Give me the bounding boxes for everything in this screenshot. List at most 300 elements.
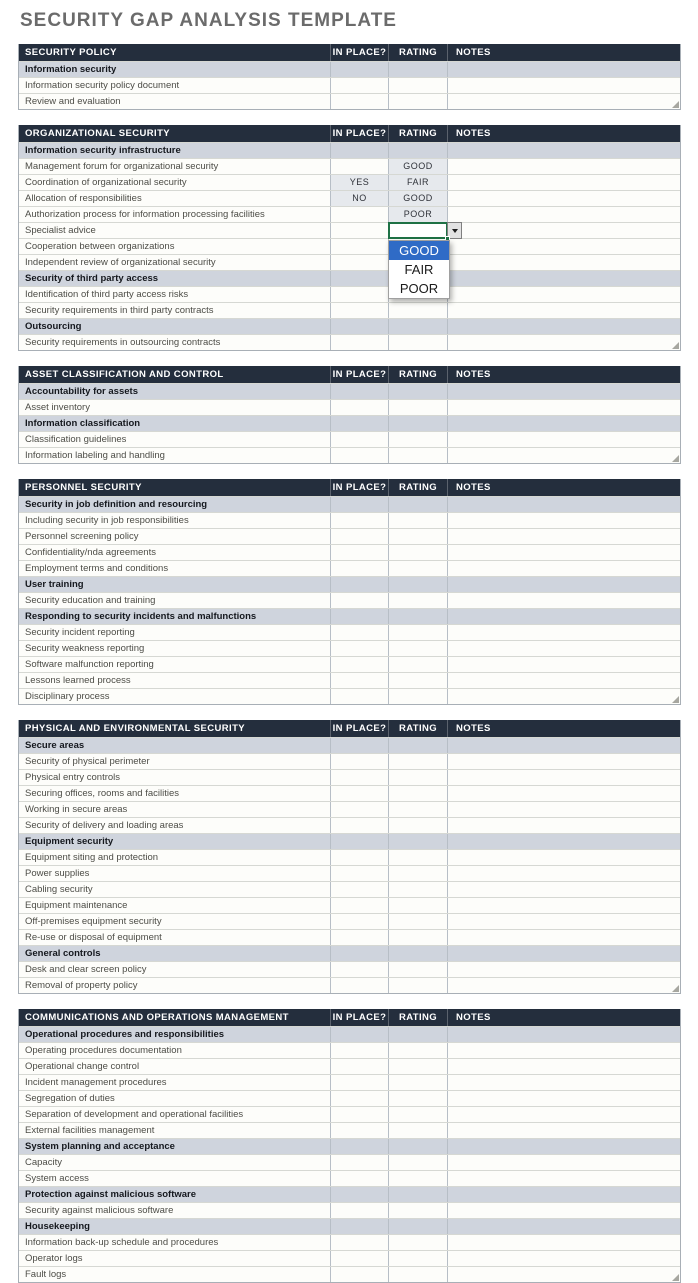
rating-cell[interactable] [388, 94, 447, 109]
rating-cell[interactable]: FAIR [388, 175, 447, 190]
notes-cell[interactable] [447, 529, 680, 544]
in-place-cell[interactable] [330, 1027, 388, 1042]
rating-cell[interactable] [388, 818, 447, 833]
notes-cell[interactable] [447, 1267, 680, 1282]
rating-cell[interactable] [388, 384, 447, 399]
in-place-cell[interactable] [330, 738, 388, 753]
item-label-cell[interactable]: Security weakness reporting [25, 643, 145, 654]
notes-cell[interactable] [447, 1251, 680, 1266]
section-label-cell[interactable]: Responding to security incidents and malfunctions [19, 609, 330, 624]
item-label-cell[interactable]: Independent review of organizational security [25, 257, 216, 268]
notes-cell[interactable] [447, 513, 680, 528]
notes-cell[interactable] [447, 335, 680, 350]
notes-cell[interactable] [447, 1171, 680, 1186]
notes-cell[interactable] [447, 1075, 680, 1090]
rating-cell[interactable] [388, 1219, 447, 1234]
in-place-cell[interactable] [330, 497, 388, 512]
dropdown-option-good[interactable]: GOOD [389, 241, 449, 260]
in-place-cell[interactable] [330, 561, 388, 576]
rating-cell[interactable] [388, 946, 447, 961]
notes-cell[interactable] [447, 738, 680, 753]
item-label-cell[interactable]: Information labeling and handling [25, 450, 165, 461]
item-label-cell[interactable]: Cooperation between organizations [25, 241, 175, 252]
notes-cell[interactable] [447, 207, 680, 222]
notes-cell[interactable] [447, 271, 680, 286]
item-label-cell[interactable]: Operator logs [25, 1253, 83, 1264]
notes-cell[interactable] [447, 898, 680, 913]
rating-cell[interactable] [388, 657, 447, 672]
table-header-row [19, 44, 680, 61]
in-place-cell[interactable] [330, 930, 388, 945]
item-label-cell[interactable]: Including security in job responsibilities [25, 515, 189, 526]
item-label-cell[interactable]: System access [25, 1173, 89, 1184]
notes-cell[interactable] [447, 1219, 680, 1234]
item-label-cell[interactable]: Equipment maintenance [25, 900, 128, 911]
rating-cell[interactable] [388, 319, 447, 334]
item-label-cell[interactable]: Removal of property policy [25, 980, 138, 991]
item-label-cell[interactable]: Employment terms and conditions [25, 563, 169, 574]
item-label-cell[interactable]: Security education and training [25, 595, 156, 606]
section-label-cell[interactable]: Equipment security [19, 834, 330, 849]
item-label-cell[interactable]: Security incident reporting [25, 627, 135, 638]
item-label-cell[interactable]: Management forum for organizational security [25, 161, 219, 172]
item-label-cell[interactable]: Personnel screening policy [25, 531, 139, 542]
in-place-cell[interactable] [330, 593, 388, 608]
item-row [19, 544, 680, 560]
item-label-cell[interactable]: Information back-up schedule and procedures [25, 1237, 219, 1248]
rating-cell[interactable] [388, 930, 447, 945]
notes-cell[interactable] [447, 1203, 680, 1218]
rating-cell[interactable]: GOOD [388, 159, 447, 174]
notes-cell[interactable] [447, 866, 680, 881]
in-place-cell[interactable] [330, 303, 388, 318]
item-row [19, 254, 680, 270]
rating-cell[interactable] [388, 978, 447, 993]
in-place-cell[interactable] [330, 882, 388, 897]
rating-cell[interactable] [388, 62, 447, 77]
rating-cell[interactable] [388, 529, 447, 544]
item-label-cell[interactable]: Security of physical perimeter [25, 756, 150, 767]
rating-cell[interactable] [388, 786, 447, 801]
item-label-cell[interactable]: Off-premises equipment security [25, 916, 162, 927]
in-place-cell[interactable] [330, 416, 388, 431]
table-resize-handle-icon[interactable] [672, 455, 679, 462]
notes-cell[interactable] [447, 561, 680, 576]
item-label-cell[interactable]: Re-use or disposal of equipment [25, 932, 162, 943]
notes-cell[interactable] [447, 850, 680, 865]
chevron-down-icon [452, 229, 458, 233]
rating-cell[interactable] [388, 335, 447, 350]
rating-cell[interactable] [388, 802, 447, 817]
table-security-policy [18, 44, 681, 110]
notes-cell[interactable] [447, 641, 680, 656]
notes-cell[interactable] [447, 78, 680, 93]
in-place-cell[interactable] [330, 1187, 388, 1202]
table-resize-handle-icon[interactable] [672, 1274, 679, 1281]
in-place-cell[interactable] [330, 818, 388, 833]
rating-cell[interactable] [388, 962, 447, 977]
section-label-cell[interactable]: Protection against malicious software [19, 1187, 330, 1202]
notes-cell[interactable] [447, 962, 680, 977]
rating-cell[interactable] [388, 577, 447, 592]
notes-cell[interactable] [447, 1123, 680, 1138]
notes-cell[interactable] [447, 1139, 680, 1154]
in-place-cell[interactable] [330, 962, 388, 977]
selected-rating-cell[interactable] [388, 222, 448, 239]
rating-cell[interactable] [388, 513, 447, 528]
rating-cell[interactable] [388, 866, 447, 881]
rating-cell[interactable] [388, 1171, 447, 1186]
notes-cell[interactable] [447, 1059, 680, 1074]
item-row [19, 929, 680, 945]
rating-cell[interactable]: POOR [388, 207, 447, 222]
in-place-cell[interactable] [330, 94, 388, 109]
rating-cell[interactable] [388, 641, 447, 656]
in-place-cell[interactable] [330, 529, 388, 544]
section-label-cell[interactable]: User training [19, 577, 330, 592]
in-place-cell[interactable] [330, 335, 388, 350]
item-label-cell[interactable]: Asset inventory [25, 402, 90, 413]
item-row [19, 1058, 680, 1074]
in-place-cell[interactable] [330, 1155, 388, 1170]
item-label-cell[interactable]: Software malfunction reporting [25, 659, 154, 670]
rating-cell[interactable] [388, 882, 447, 897]
in-place-cell[interactable] [330, 866, 388, 881]
rating-cell[interactable] [388, 898, 447, 913]
notes-cell[interactable] [447, 159, 680, 174]
section-label-cell[interactable]: Information security infrastructure [19, 143, 330, 158]
in-place-cell[interactable] [330, 625, 388, 640]
in-place-cell[interactable] [330, 239, 388, 254]
rating-cell[interactable] [388, 593, 447, 608]
rating-cell[interactable] [388, 303, 447, 318]
table-resize-handle-icon[interactable] [672, 101, 679, 108]
rating-cell[interactable] [388, 1267, 447, 1282]
notes-cell[interactable] [447, 1091, 680, 1106]
column-header-notes: NOTES [447, 44, 680, 61]
notes-cell[interactable] [447, 432, 680, 447]
in-place-cell[interactable] [330, 577, 388, 592]
dropdown-option-poor[interactable]: POOR [399, 281, 439, 296]
item-label-cell[interactable]: Working in secure areas [25, 804, 128, 815]
rating-cell[interactable] [388, 497, 447, 512]
rating-cell[interactable] [388, 223, 447, 296]
rating-cell[interactable] [388, 432, 447, 447]
section-label-cell[interactable]: Security in job definition and resourcing [19, 497, 330, 512]
notes-cell[interactable] [447, 1187, 680, 1202]
notes-cell[interactable] [447, 625, 680, 640]
in-place-cell[interactable] [330, 946, 388, 961]
in-place-cell[interactable] [330, 319, 388, 334]
section-label-cell[interactable]: Security of third party access [19, 271, 330, 286]
item-label-cell[interactable]: Authorization process for information processing facilities [25, 209, 265, 220]
notes-cell[interactable] [447, 914, 680, 929]
rating-cell[interactable] [388, 1139, 447, 1154]
rating-cell[interactable] [388, 1027, 447, 1042]
rating-cell[interactable] [388, 143, 447, 158]
item-label-cell[interactable]: Capacity [25, 1157, 62, 1168]
notes-cell[interactable] [447, 689, 680, 704]
notes-cell[interactable] [447, 287, 680, 302]
section-label-cell[interactable]: Information security [19, 62, 330, 77]
item-row [19, 512, 680, 528]
in-place-cell[interactable] [330, 754, 388, 769]
notes-cell[interactable] [447, 834, 680, 849]
in-place-cell[interactable] [330, 545, 388, 560]
rating-cell[interactable] [388, 400, 447, 415]
notes-cell[interactable] [447, 818, 680, 833]
notes-cell[interactable] [447, 577, 680, 592]
in-place-cell[interactable] [330, 207, 388, 222]
item-row [19, 1090, 680, 1106]
in-place-cell[interactable] [330, 1043, 388, 1058]
rating-cell[interactable] [388, 770, 447, 785]
item-label-cell[interactable]: Information security policy document [25, 80, 180, 91]
notes-cell[interactable] [447, 255, 680, 270]
rating-cell[interactable]: GOOD [388, 191, 447, 206]
in-place-cell[interactable] [330, 448, 388, 463]
rating-cell[interactable] [388, 850, 447, 865]
notes-cell[interactable] [447, 62, 680, 77]
in-place-cell[interactable] [330, 770, 388, 785]
item-label-cell[interactable]: Confidentiality/nda agreements [25, 547, 156, 558]
rating-cell[interactable] [388, 78, 447, 93]
rating-cell[interactable] [388, 1203, 447, 1218]
item-label-cell[interactable]: Separation of development and operational facilities [25, 1109, 244, 1120]
section-label-cell[interactable]: General controls [19, 946, 330, 961]
in-place-cell[interactable] [330, 1251, 388, 1266]
item-label-cell[interactable]: Classification guidelines [25, 434, 127, 445]
in-place-cell[interactable] [330, 143, 388, 158]
notes-cell[interactable] [447, 786, 680, 801]
item-label-cell[interactable]: Lessons learned process [25, 675, 131, 686]
table-header-row [19, 720, 680, 737]
notes-cell[interactable] [447, 770, 680, 785]
column-header-notes: NOTES [447, 1009, 680, 1026]
section-row [19, 318, 680, 334]
item-label-cell[interactable]: Identification of third party access risks [25, 289, 189, 300]
notes-cell[interactable] [447, 1155, 680, 1170]
notes-cell[interactable] [447, 930, 680, 945]
section-row [19, 1186, 680, 1202]
in-place-cell[interactable] [330, 1235, 388, 1250]
notes-cell[interactable] [447, 609, 680, 624]
in-place-cell[interactable] [330, 898, 388, 913]
rating-cell[interactable] [388, 1187, 447, 1202]
in-place-cell[interactable] [330, 513, 388, 528]
item-row [19, 93, 680, 109]
section-label-cell[interactable]: System planning and acceptance [19, 1139, 330, 1154]
rating-cell[interactable] [388, 1043, 447, 1058]
section-row [19, 142, 680, 158]
in-place-cell[interactable] [330, 400, 388, 415]
in-place-cell[interactable] [330, 914, 388, 929]
rating-cell[interactable] [388, 914, 447, 929]
notes-cell[interactable] [447, 754, 680, 769]
table-personnel-security [18, 479, 681, 705]
in-place-cell[interactable] [330, 255, 388, 270]
item-label-cell[interactable]: Disciplinary process [25, 691, 110, 702]
notes-cell[interactable] [447, 384, 680, 399]
item-label-cell[interactable]: Allocation of responsibilities [25, 193, 142, 204]
section-label-cell[interactable]: Information classification [19, 416, 330, 431]
rating-cell[interactable] [388, 1155, 447, 1170]
in-place-cell[interactable]: YES [330, 175, 388, 190]
in-place-cell[interactable] [330, 271, 388, 286]
notes-cell[interactable] [447, 593, 680, 608]
rating-cell[interactable] [388, 689, 447, 704]
rating-cell[interactable] [388, 1251, 447, 1266]
table-resize-handle-icon[interactable] [672, 985, 679, 992]
rating-cell[interactable] [388, 609, 447, 624]
item-row [19, 913, 680, 929]
rating-cell[interactable] [388, 1075, 447, 1090]
notes-cell[interactable] [447, 239, 680, 254]
in-place-cell[interactable] [330, 1171, 388, 1186]
column-header-rating: RATING [388, 366, 447, 383]
item-label-cell[interactable]: Physical entry controls [25, 772, 121, 783]
in-place-cell[interactable] [330, 834, 388, 849]
in-place-cell[interactable] [330, 78, 388, 93]
in-place-cell[interactable] [330, 287, 388, 302]
item-row [19, 881, 680, 897]
notes-cell[interactable] [447, 175, 680, 190]
notes-cell[interactable] [447, 497, 680, 512]
notes-cell[interactable] [447, 319, 680, 334]
rating-cell[interactable] [388, 448, 447, 463]
notes-cell[interactable] [447, 1235, 680, 1250]
notes-cell[interactable] [447, 223, 680, 238]
rating-cell[interactable] [388, 561, 447, 576]
section-row [19, 1026, 680, 1042]
column-header-in-place: IN PLACE? [330, 44, 388, 61]
notes-cell[interactable] [447, 1043, 680, 1058]
rating-cell[interactable] [388, 1059, 447, 1074]
rating-cell[interactable] [388, 545, 447, 560]
in-place-cell[interactable] [330, 1139, 388, 1154]
item-label-cell[interactable]: External facilities management [25, 1125, 155, 1136]
in-place-cell[interactable] [330, 62, 388, 77]
item-label-cell[interactable]: Coordination of organizational security [25, 177, 187, 188]
section-row [19, 1138, 680, 1154]
section-label-cell[interactable]: Operational procedures and responsibilities [19, 1027, 330, 1042]
in-place-cell[interactable] [330, 1075, 388, 1090]
in-place-cell[interactable] [330, 1267, 388, 1282]
item-label-cell[interactable]: Fault logs [25, 1269, 67, 1280]
notes-cell[interactable] [447, 94, 680, 109]
in-place-cell[interactable] [330, 802, 388, 817]
section-label-cell[interactable]: Secure areas [19, 738, 330, 753]
item-label-cell[interactable]: Operational change control [25, 1061, 140, 1072]
item-label-cell[interactable]: Cabling security [25, 884, 93, 895]
item-label-cell[interactable]: Security requirements in outsourcing contracts [25, 337, 221, 348]
in-place-cell[interactable] [330, 689, 388, 704]
in-place-cell[interactable] [330, 159, 388, 174]
notes-cell[interactable] [447, 978, 680, 993]
in-place-cell[interactable] [330, 609, 388, 624]
notes-cell[interactable] [447, 400, 680, 415]
in-place-cell[interactable] [330, 1107, 388, 1122]
dropdown-option-fair[interactable]: FAIR [404, 262, 434, 277]
in-place-cell[interactable] [330, 850, 388, 865]
in-place-cell[interactable] [330, 657, 388, 672]
in-place-cell[interactable] [330, 1203, 388, 1218]
item-label-cell[interactable]: Review and evaluation [25, 96, 121, 107]
item-label-cell[interactable]: Security against malicious software [25, 1205, 174, 1216]
notes-cell[interactable] [447, 673, 680, 688]
item-label-cell[interactable]: Securing offices, rooms and facilities [25, 788, 180, 799]
notes-cell[interactable] [447, 191, 680, 206]
notes-cell[interactable] [447, 1027, 680, 1042]
in-place-cell[interactable]: NO [330, 191, 388, 206]
in-place-cell[interactable] [330, 978, 388, 993]
item-label-cell[interactable]: Specialist advice [25, 225, 96, 236]
rating-cell[interactable] [388, 738, 447, 753]
notes-cell[interactable] [447, 1107, 680, 1122]
rating-cell[interactable] [388, 416, 447, 431]
section-label-cell[interactable]: Housekeeping [19, 1219, 330, 1234]
rating-cell[interactable] [388, 625, 447, 640]
item-label-cell[interactable]: Segregation of duties [25, 1093, 115, 1104]
notes-cell[interactable] [447, 303, 680, 318]
table-resize-handle-icon[interactable] [672, 342, 679, 349]
item-row [19, 1106, 680, 1122]
table-resize-handle-icon[interactable] [672, 696, 679, 703]
item-row [19, 334, 680, 350]
rating-cell[interactable] [388, 1091, 447, 1106]
notes-cell[interactable] [447, 143, 680, 158]
in-place-cell[interactable] [330, 786, 388, 801]
notes-cell[interactable] [447, 802, 680, 817]
in-place-cell[interactable] [330, 223, 388, 238]
rating-cell[interactable] [388, 673, 447, 688]
item-label-cell[interactable]: Power supplies [25, 868, 90, 879]
in-place-cell[interactable] [330, 1059, 388, 1074]
notes-cell[interactable] [447, 946, 680, 961]
rating-cell[interactable] [388, 1107, 447, 1122]
item-row [19, 1122, 680, 1138]
section-label-cell[interactable]: Outsourcing [19, 319, 330, 334]
in-place-cell[interactable] [330, 1123, 388, 1138]
item-label-cell[interactable]: Security requirements in third party contracts [25, 305, 214, 316]
section-label-cell[interactable]: Accountability for assets [19, 384, 330, 399]
in-place-cell[interactable] [330, 641, 388, 656]
rating-cell[interactable] [388, 754, 447, 769]
in-place-cell[interactable] [330, 384, 388, 399]
notes-cell[interactable] [447, 545, 680, 560]
notes-cell[interactable] [447, 657, 680, 672]
rating-dropdown-list [388, 240, 450, 299]
item-label-cell[interactable]: Operating procedures documentation [25, 1045, 182, 1056]
in-place-cell[interactable] [330, 1219, 388, 1234]
rating-cell[interactable] [388, 1123, 447, 1138]
in-place-cell[interactable] [330, 1091, 388, 1106]
notes-cell[interactable] [447, 882, 680, 897]
rating-cell[interactable] [388, 1235, 447, 1250]
item-label-cell[interactable]: Incident management procedures [25, 1077, 167, 1088]
rating-cell[interactable] [388, 834, 447, 849]
item-row [19, 560, 680, 576]
notes-cell[interactable] [447, 416, 680, 431]
item-label-cell[interactable]: Equipment siting and protection [25, 852, 159, 863]
notes-cell[interactable] [447, 448, 680, 463]
item-label-cell[interactable]: Desk and clear screen policy [25, 964, 147, 975]
in-place-cell[interactable] [330, 673, 388, 688]
in-place-cell[interactable] [330, 432, 388, 447]
column-header-rating: RATING [388, 479, 447, 496]
item-row [19, 1266, 680, 1282]
item-label-cell[interactable]: Security of delivery and loading areas [25, 820, 184, 831]
